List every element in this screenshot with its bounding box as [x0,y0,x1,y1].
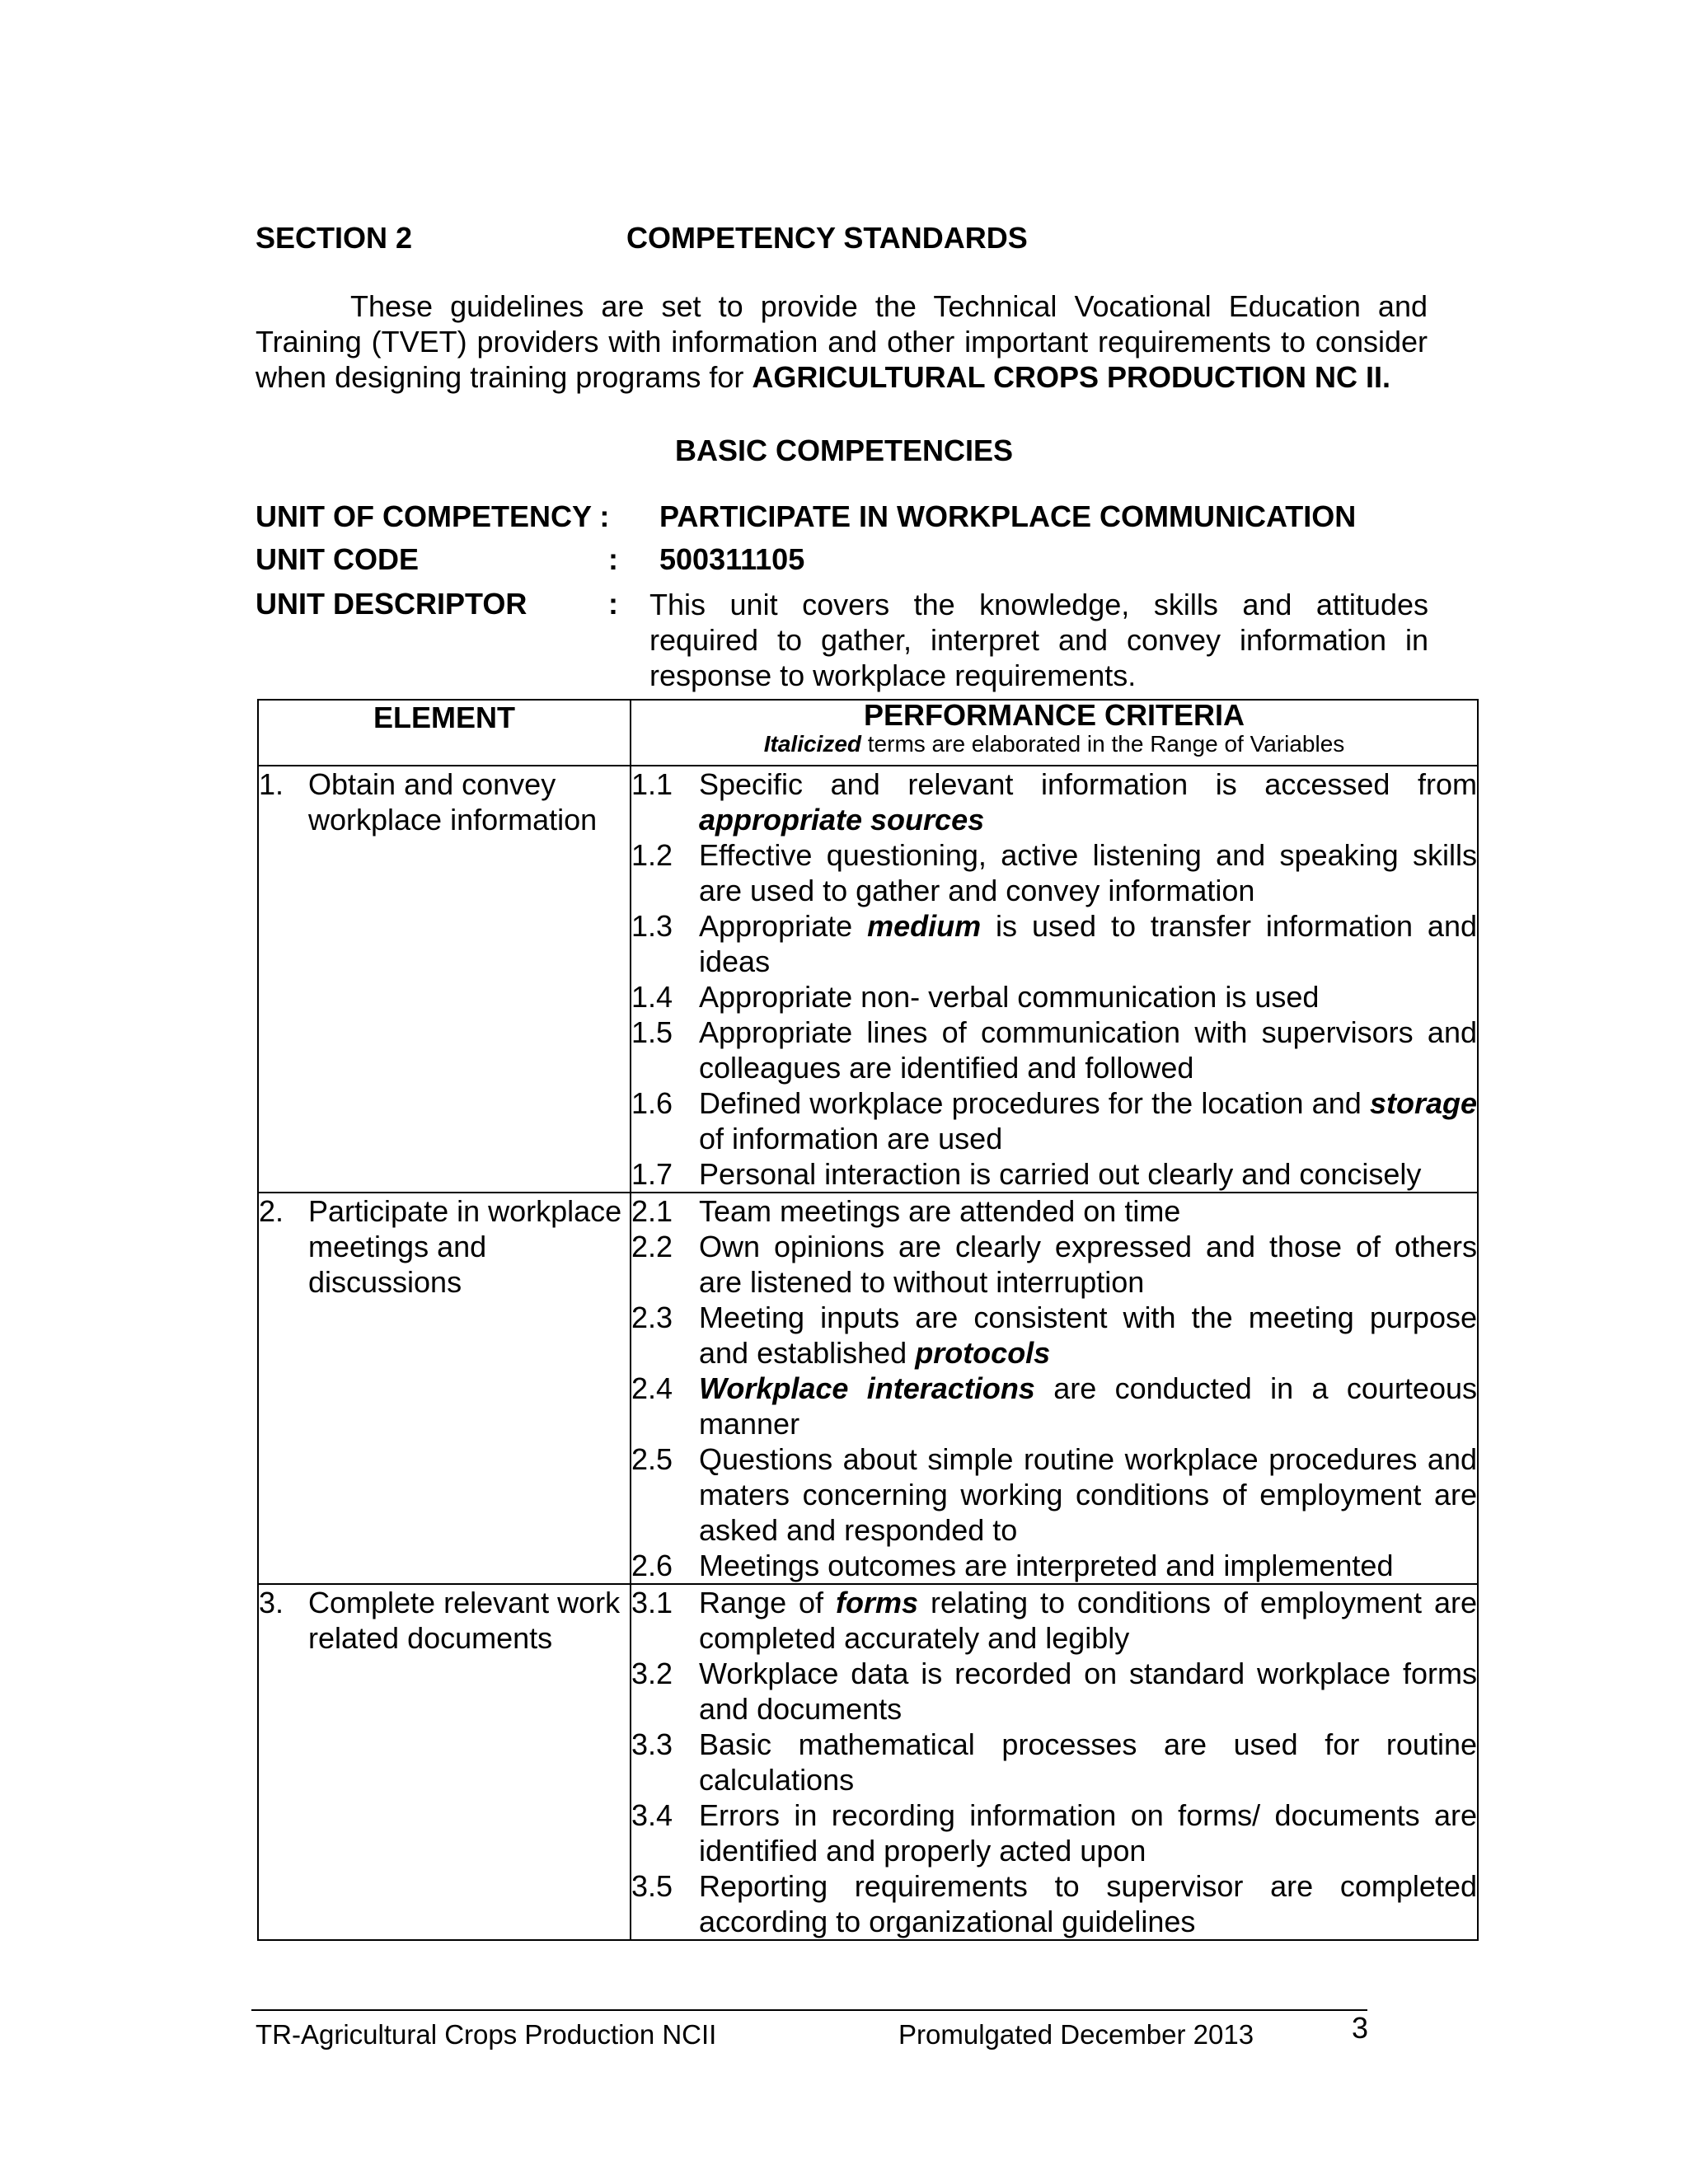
element-text: Participate in workplace meetings and discussions [308,1194,622,1299]
criterion-number: 2.1 [631,1194,673,1228]
intro-paragraph [256,288,1428,395]
criteria-column-header [631,700,1478,766]
unit-code-colon: : [608,542,618,576]
criterion-item [631,1229,1477,1300]
criterion-item [631,908,1477,979]
element-cell [258,766,631,1193]
criterion-range-term: protocols [915,1336,1051,1370]
criterion-item [631,1441,1477,1548]
criterion-text-part: relating to conditions of employment are completed accurately and legibly [699,1586,1477,1655]
criterion-item [631,1727,1477,1797]
criterion-item [631,1015,1477,1085]
criterion-text-part: are conducted in a courteous manner [699,1371,1477,1441]
unit-descriptor-colon: : [608,587,618,621]
criterion-text [699,1585,1477,1656]
footer-document-title: TR-Agricultural Crops Production NCII [256,2019,717,2050]
criterion-number: 1.1 [631,767,673,801]
criterion-text-part: Reporting requirements to supervisor are completed according to organizational guidelines [699,1869,1477,1938]
criterion-text [699,979,1477,1015]
criterion-text-part: Appropriate lines of communication with supervisors and colleagues are identified and followed [699,1015,1477,1085]
footer-promulgated: Promulgated December 2013 [898,2019,1254,2050]
criterion-text [699,1548,1477,1583]
criterion-item [631,1371,1477,1441]
criterion-text-part: Specific and relevant information is accessed from [699,767,1477,801]
criterion-number: 3.2 [631,1657,673,1690]
criterion-text-part: Questions about simple routine workplace procedures and maters concerning working conditions of employment are asked and responded to [699,1442,1477,1547]
criterion-text-part: Effective questioning, active listening and speaking skills are used to gather and convey information [699,838,1477,907]
criterion-item [631,1656,1477,1727]
criterion-number: 3.4 [631,1798,673,1832]
table-body [258,766,1478,1940]
element-column-header: ELEMENT [258,700,631,766]
criterion-text-part: of information are used [699,1122,1003,1155]
basic-competencies-heading: BASIC COMPETENCIES [674,434,1014,467]
criterion-item [631,1085,1477,1156]
footer-rule [251,2009,1367,2011]
criterion-text-part: Range of [699,1586,836,1619]
criterion-text-part: Team meetings are attended on time [699,1194,1181,1228]
criterion-text [699,1868,1477,1939]
criterion-item [631,1300,1477,1371]
element-number: 2. [259,1194,284,1228]
criterion-text [699,1797,1477,1868]
criterion-text-part: Appropriate [699,909,868,943]
criterion-item [631,1868,1477,1939]
criterion-text [699,766,1477,837]
criterion-text [699,1727,1477,1797]
element-item [259,766,630,837]
criterion-number: 2.3 [631,1301,673,1334]
criterion-text [699,1656,1477,1727]
criterion-number: 1.7 [631,1157,673,1191]
criterion-text [699,1371,1477,1441]
criterion-number: 1.4 [631,980,673,1014]
criterion-item [631,979,1477,1015]
criterion-text-part: Workplace data is recorded on standard workplace forms and documents [699,1657,1477,1726]
element-number: 3. [259,1586,284,1619]
criterion-item [631,1585,1477,1656]
competency-table [257,699,1479,1941]
criteria-note-rest: terms are elaborated in the Range of Variables [861,731,1345,757]
element-text: Obtain and convey workplace information [308,767,598,837]
criterion-item [631,1193,1477,1229]
element-item [259,1193,630,1300]
element-item [259,1585,630,1656]
criterion-text [699,1193,1477,1229]
criterion-text-part: Personal interaction is carried out clearly and concisely [699,1157,1422,1191]
criterion-range-term: storage [1369,1086,1477,1120]
criterion-text [699,1441,1477,1548]
table-row [258,1193,1478,1584]
unit-descriptor-value: This unit covers the knowledge, skills and attitudes required to gather, interpret and convey information in response to workplace requirements. [649,588,1428,692]
criterion-text [699,1156,1477,1192]
criterion-text [699,1300,1477,1371]
table-header-row [258,700,1478,766]
unit-code-value: 500311105 [659,542,805,576]
criterion-text-part: Own opinions are clearly expressed and those of others are listened to without interruption [699,1230,1477,1299]
criterion-number: 3.1 [631,1586,673,1619]
element-number: 1. [259,767,284,801]
page-number: 3 [1352,2011,1369,2045]
criterion-number: 2.6 [631,1549,673,1582]
intro-text: These guidelines are set to provide the Technical Vocational Education and Training (TVET) providers with information and other important requirements to consider when designing training programs for [256,289,1428,394]
criteria-header-note [631,730,1477,758]
criteria-cell [631,1584,1478,1940]
criterion-number: 1.3 [631,909,673,943]
criterion-text-part: Errors in recording information on forms/ documents are identified and properly acted upon [699,1798,1477,1868]
criteria-header-title: PERFORMANCE CRITERIA [863,698,1245,732]
criterion-number: 2.5 [631,1442,673,1476]
unit-code-label: UNIT CODE [256,542,419,576]
criterion-item [631,837,1477,908]
criterion-text-part: Meeting inputs are consistent with the meeting purpose and established [699,1301,1477,1370]
criterion-number: 2.4 [631,1371,673,1405]
criterion-text [699,837,1477,908]
criterion-item [631,1548,1477,1583]
intro-qualification: AGRICULTURAL CROPS PRODUCTION NC II. [752,360,1391,394]
unit-competency-value: PARTICIPATE IN WORKPLACE COMMUNICATION [659,499,1357,533]
criterion-text-part: Basic mathematical processes are used for routine calculations [699,1727,1477,1797]
criterion-text [699,1229,1477,1300]
criterion-range-term: appropriate sources [699,803,985,837]
element-cell [258,1193,631,1584]
criterion-range-term: Workplace interactions [699,1371,1035,1405]
criteria-note-italic: Italicized [763,731,861,757]
criterion-text [699,1085,1477,1156]
criterion-text-part: Defined workplace procedures for the location and [699,1086,1370,1120]
criterion-item [631,1797,1477,1868]
criterion-number: 2.2 [631,1230,673,1263]
criterion-number: 1.5 [631,1015,673,1049]
unit-descriptor-label: UNIT DESCRIPTOR [256,587,528,621]
criterion-item [631,766,1477,837]
criterion-number: 1.6 [631,1086,673,1120]
criterion-text-part: is used to transfer information and ideas [699,909,1477,978]
criterion-range-term: forms [835,1586,919,1619]
table-row [258,766,1478,1193]
criterion-item [631,1156,1477,1192]
criteria-cell [631,766,1478,1193]
unit-competency-label: UNIT OF COMPETENCY : [256,499,610,533]
criterion-text [699,908,1477,979]
element-cell [258,1584,631,1940]
criterion-range-term: medium [867,909,982,943]
element-text: Complete relevant work related documents [308,1586,621,1655]
criterion-number: 3.5 [631,1869,673,1903]
table-row [258,1584,1478,1940]
criterion-text-part: Appropriate non- verbal communication is used [699,980,1320,1014]
criterion-number: 3.3 [631,1727,673,1761]
criterion-text-part: Meetings outcomes are interpreted and implemented [699,1549,1394,1582]
criteria-cell [631,1193,1478,1584]
criterion-text [699,1015,1477,1085]
section-title: COMPETENCY STANDARDS [626,221,1028,255]
criterion-number: 1.2 [631,838,673,872]
section-label: SECTION 2 [256,221,413,255]
